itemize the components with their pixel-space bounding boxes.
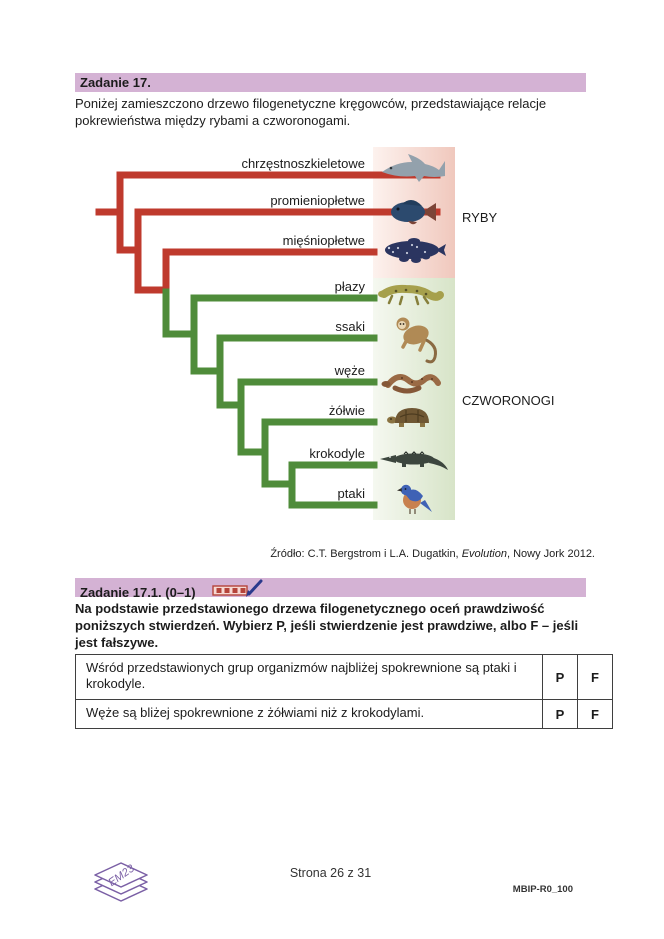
table-row-2 bbox=[76, 700, 613, 729]
task-171-title: Zadanie 17.1. (0–1) bbox=[80, 585, 196, 600]
table-row-1 bbox=[76, 655, 613, 700]
group-label-czworonogi: CZWORONOGI bbox=[462, 393, 555, 408]
task-171-question: Na podstawie przedstawionego drzewa filogenetycznego oceń prawdziwość poniższych stwierdzeń. Wybierz P, jeśli stwierdzenie jest prawdziwe, albo F – jeśli jest fałszywe. bbox=[75, 601, 579, 650]
taxon-label-promienioplerwe: promieniopłetwe bbox=[270, 193, 365, 208]
source-text-end: , Nowy Jork 2012. bbox=[506, 548, 595, 560]
answer-p-row-1[interactable]: P bbox=[543, 655, 578, 700]
answer-f-row-1[interactable]: F bbox=[578, 655, 613, 700]
taxon-label-chrzestnoszkieletowe: chrzęstnoszkieletowe bbox=[241, 156, 365, 171]
answer-f-row-2[interactable]: F bbox=[578, 700, 613, 729]
taxon-label-ptaki: ptaki bbox=[337, 486, 365, 501]
source-citation bbox=[75, 548, 595, 560]
taxon-label-zolwie: żółwie bbox=[328, 403, 365, 418]
statement-1: Wśród przedstawionych grup organizmów najbliżej spokrewnione są ptaki i krokodyle. bbox=[76, 655, 543, 700]
statement-2: Węże są bliżej spokrewnione z żółwiami niż z krokodylami. bbox=[76, 700, 543, 729]
group-label-ryby: RYBY bbox=[462, 210, 498, 225]
taxon-label-krokodyle: krokodyle bbox=[309, 446, 365, 461]
task-171-header-bar bbox=[75, 578, 586, 600]
taxon-label-ssaki: ssaki bbox=[335, 319, 365, 334]
source-book-title: Evolution bbox=[461, 548, 507, 560]
source-text: Źródło: C.T. Bergstrom i L.A. Dugatkin, bbox=[270, 548, 462, 560]
task-17-intro: Poniżej zamieszczono drzewo filogenetyczne kręgowców, przedstawiające relacje pokrewieństwa między rybami a czworonogami. bbox=[75, 96, 547, 128]
page-number: Strona 26 z 31 bbox=[289, 866, 372, 880]
score-codebar-pencil-icon bbox=[212, 578, 266, 600]
taxon-label-weze: węże bbox=[334, 363, 365, 378]
tetrapod-background bbox=[373, 278, 455, 520]
answer-p-row-2[interactable]: P bbox=[543, 700, 578, 729]
taxon-label-plazy: płazy bbox=[334, 279, 365, 294]
exam-code: MBIP-R0_100 bbox=[512, 884, 573, 895]
logo-text: EM23 bbox=[106, 862, 137, 889]
taxon-label-miesnioplerwe: mięśniopłetwe bbox=[282, 233, 365, 248]
task-17-title: Zadanie 17. bbox=[80, 75, 151, 90]
true-false-table bbox=[75, 654, 613, 729]
